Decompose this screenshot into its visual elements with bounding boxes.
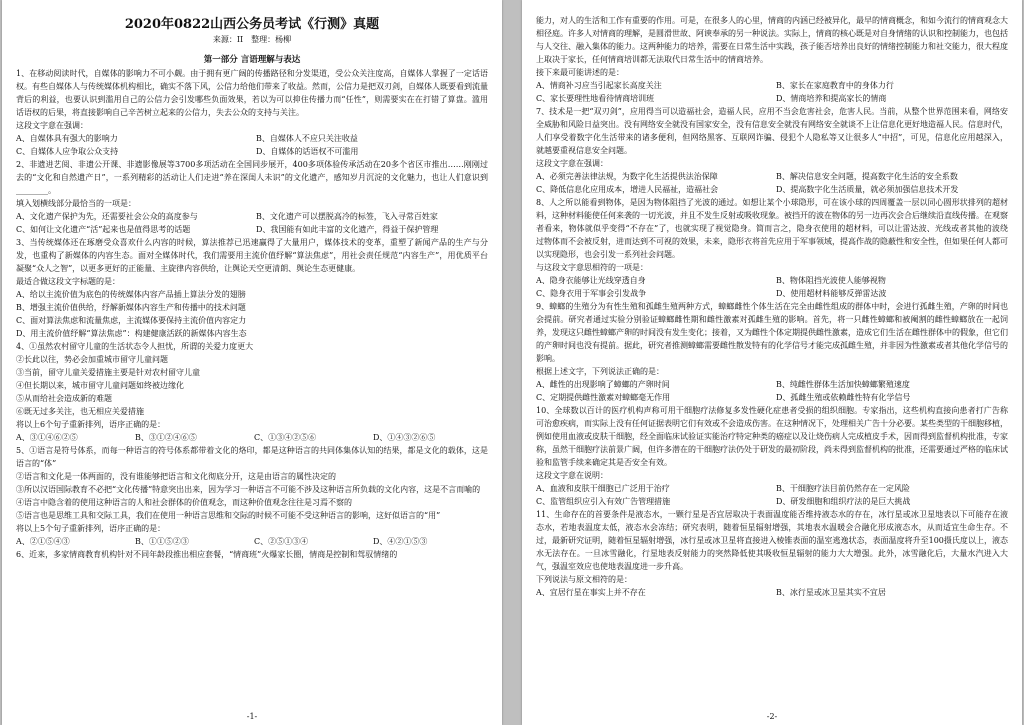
question-1-prompt: 这段文字意在强调： [16,121,88,130]
question-2-options [16,210,488,236]
option-b: B、纯雌性群体生活加快蟑螂繁殖速度 [776,380,910,389]
option-a: A、③①④⑥②⑤ [16,433,78,442]
question-9-options [536,378,1008,404]
question-4-item: ⑤从而给社会造成新的难题 [16,394,112,403]
option-a: A、隐身衣能够让光线穿透自身 [536,276,646,285]
option-c: C、如何让文化遗产“活”起来也是值得思考的话题 [16,225,191,234]
question-6-options [536,79,1008,105]
option-a: A、给以主流价值为底色的传统媒体内容产品插上算法分发的翅膀 [16,290,246,299]
option-d: D、情商培养和提高家长的情商 [776,94,887,103]
option-d: D、孤雌生殖或依赖雌性特有化学信号 [776,393,911,402]
page-number: -1- [246,712,258,721]
option-b: B、③①②④⑥⑤ [135,433,197,442]
option-c: C、自媒体人应争取公众支持 [16,147,119,156]
question-7-options [536,170,1008,196]
question-4-item: ⑥既无过多关注，也无相应关爱措施 [16,407,144,416]
option-b: B、物体阻挡光波使人能够视物 [776,276,886,285]
option-c: C、隐身衣用于军事会引发战争 [536,289,647,298]
option-c: C、定期提供雌性激素对蟑螂毫无作用 [536,393,671,402]
question-7-prompt: 这段文字意在强调： [536,159,608,168]
question-1-options [16,132,488,158]
question-5-item: 5、①语言是符号体系，而每一种语言的符号体系都带着文化的烙印，都是这种语言的共同体集体认知的结果，都是文化的载体，这是语言的“体” [16,446,488,468]
question-5-prompt: 将以上5个句子重新排列，语序正确的是： [16,524,166,533]
section-heading: 第一部分 言语理解与表达 [203,55,301,65]
option-a: A、②①⑤④③ [16,537,70,546]
question-4-item: 4、①虽然农村留守儿童的生活状态令人担忧，所谓的关爱力度更大 [16,342,254,351]
question-4-item: ②长此以往，势必会加重城市留守儿童问题 [16,355,168,364]
option-b: B、干细胞疗法目前仍然存在一定风险 [776,484,910,493]
page-1 [2,0,502,725]
question-5-options [16,535,488,548]
question-5-item: ④语言中隐含着的使用这种语言的人和社会群体的价值观念，而这种价值观念往往是习焉不察的 [16,498,352,507]
question-9-stem: 9、蟑螂的生殖分为有性生殖和孤雌生殖两种方式，蟑螂雌性个体生活在完全由雌性组成的群体中时，会进行孤雌生殖，产卵的时间也会提前。研究者通过实验分别验证蟑螂雌性期和雌性激素对孤雌生殖的影响。首先，将一只雌性蟑螂和被阉割的雌性蟑螂放在一起饲养，发现这只雌性蟑螂产卵的时间没有发生变化；接着，又为雌性个体定期提供雌性激素，造成它们生活在雌性群体中的假象，但它们的产卵时间也没有提前。据此，研究者推测蟑螂需要雌性散发特有的化学信号才能完成孤雌生殖，并非因为性激素或者其他化学信号的影响。 [536,302,1008,363]
option-a: A、情商补习应当引起家长高度关注 [536,81,662,90]
option-b: B、增强主流价值供给，纾解新媒体内容生产和传播中的技术问题 [16,303,246,312]
option-b: B、文化遗产可以摆脱高冷的标签，飞入寻常百姓家 [256,212,438,221]
question-11-prompt: 下列说法与原文相符的是： [536,575,632,584]
page-number: -2- [766,712,778,721]
question-5-item: ②语言和文化是一体两面的，没有谁能够把语言和文化彻底分开，这是由语言的属性决定的 [16,472,336,481]
question-10-stem: 10、全球数以百计的医疗机构声称可用干细胞疗法修复多发性硬化症患者受损的组织细胞。专家指出，这些机构直接向患者打广告称可治愈疾病，而实际上没有任何证据表明它们有效或不会造成伤害。在这种情况下，处理相关广告十分必要。某些类型的干细胞移植，例如使用血液或皮肤干细胞，经全面临床试验证实能治疗特定种类的癌症以及让烧伤病人完成植皮手术，因而得到监督机构批准，专家称，虽然干细胞疗法前景广阔，但许多潜在的干细胞疗法仍处于研发的最初阶段，尚未得到监督机构的批准，还需要通过严格的临床试验和监管手续来确定其是否安全有效。 [536,406,1008,467]
question-2-prompt: 填入划横线部分最恰当的一项是： [16,199,136,208]
option-d: D、用主流价值纾解“算法焦虑”：构建健康活跃的新媒体内容生态 [16,329,247,338]
question-9-prompt: 根据上述文字，下列说法正确的是： [536,367,664,376]
document-source: 来源：II 整理：杨柳 [212,35,292,44]
question-6-continued: 能力，对人的生活和工作有重要的作用。可是，在很多人的心里，情商的内涵已经被异化，最早的情商概念，和如今流行的情商观念大相径庭。许多人对情商的理解，是圆滑世故、阿谀奉承的另一种说法。实际上，情商的核心既是对自身情绪的认识和控制能力，也包括与人交往、融入集体的能力。这两种能力的培养，需要在日常生活中实践，孩子能否培养出良好的情绪控制能力和社交能力，很大程度上取决于家长，任何情商培训都无法取代日常生活中的情商培养。 [536,16,1008,64]
page-2 [522,0,1022,725]
question-8-stem: 8、人之所以能看到物体，是因为物体阻挡了光波的通过。如想让某个小球隐形，可在该小球的四周覆盖一层以同心圆形状排列的超材料，这种材料能使任何来袭的一切光波，并且不发生反射或吸收现象。被挡开的波在物体的另一边再次会合后继续沿直线传播。在观察者看来，物体就似乎变得“不存在”了，也就实现了视觉隐身。简而言之，隐身衣使用的超材料，可以让雷达波、光线或者其他的波绕过物体而不会被反射，进而达到不可视的效果，未来，隐形衣将首先应用于军事领域，提高作战的隐蔽性和安全性，但如果任何人都可以实现隐形，也会引发一系列社会问题。 [536,198,1008,259]
question-5-item: ⑤语言也是思维工具和交际工具，我们在使用一种语言思维和交际的时候不可能不受这种语言的影响，这好似语言的“用” [16,511,441,520]
document-title: 2020年0822山西公务员考试《行测》真题 [124,17,380,32]
option-d: D、我国能有如此丰富的文化遗产，得益于保护管理 [256,225,439,234]
question-11-options [536,586,1008,599]
question-1-stem: 1、在移动阅读时代，自媒体的影响力不可小觑。由于拥有更广阔的传播路径和分发渠道，受公众关注度高，自媒体人掌握了一定话语权。有些自媒体人与传统媒体机构相比，确实不落下风，公信力给他们带来了收益。然而，公信力是把双刃剑，自媒体人既要看到流量背后的利益，也要认识到滥用自己的公信力会引发哪些负面效果，若以为可以抑住传播力而“任性”，则需要实在在打错了算盘。滥用话语权的后果，将直接影响自己辛苦树立起来的公信力，失去公众的支持与关注。 [16,69,488,117]
option-c: C、②⑤①③④ [254,537,309,546]
question-4-prompt: 将以上6个句子重新排列，语序正确的是： [16,420,166,429]
option-a: A、自媒体具有强大的影响力 [16,134,118,143]
question-8-prompt: 与这段文字意思相符的一项是： [536,263,648,272]
option-c: C、①③④②⑤⑥ [254,433,317,442]
question-3-stem: 3、当传统媒体还在琢磨受众喜欢什么内容的时候，算法推荐已迅速赢得了大量用户，媒体技术的变革，重塑了新闻产品的生产与分发，也重构了新媒体的内容生态。面对全媒体时代，我们需要用主流价值纾解“算法焦虑”，用社会责任规范“内容生产”，用优质平台凝聚“众人之智”，以更多更好的正能量、主旋律内容供给，让舆论天空更清朗、舆论生态更健康。 [16,238,488,273]
option-b: B、家长在家庭教育中的身体力行 [776,81,894,90]
question-3-prompt: 最适合做这段文字标题的是： [16,277,120,286]
option-a: A、必须完善法律法规，为数字化生活提供法治保障 [536,172,718,181]
option-d: D、④②①⑤③ [373,537,428,546]
question-10-options [536,482,1008,508]
option-b: B、解决信息安全问题，提高数字化生活的安全系数 [776,172,958,181]
option-d: D、使用超材料能够反弹雷达波 [776,289,887,298]
option-d: D、①④③②⑥⑤ [373,433,436,442]
option-a: A、雌性的出现影响了蟑螂的产卵时间 [536,380,670,389]
option-c: C、面对算法焦虑和流量焦虑，主流媒体要保持主流价值内容定力 [16,316,247,325]
option-b: B、①①⑤②③ [135,537,189,546]
question-4-item: ③当前，留守儿童关爱措施主要是针对农村留守儿童 [16,368,200,377]
question-8-options [536,274,1008,300]
option-c: C、监管组织应引入有效广告管理措施 [536,497,671,506]
question-10-prompt: 这段文字意在说明： [536,471,608,480]
option-d: D、研发细胞和组织疗法的是巨大挑战 [776,497,911,506]
option-b: B、自媒体人不应只关注收益 [256,134,358,143]
option-c: C、家长要理性地看待情商培训班 [536,94,655,103]
option-a: A、宜居行星在事实上并不存在 [536,588,646,597]
option-d: D、自媒体的话语权不可滥用 [256,147,359,156]
option-a: A、文化遗产保护为先，还需要社会公众的高度参与 [16,212,198,221]
question-11-stem: 11、生命存在的首要条件是液态水，一颗行星是否宜居取决于表面温度能否维持液态水的存在，冰行星或冰卫星地表以下可能存在液态水，若地表温度太低，液态水会冻结；研究表明，随着恒星辐射增强，其地表水温暖会合融化形成液态水，从而适宜生命生存。不过，最新研究证明，随着恒星辐射增强，冰行星或冰卫星将直接进入棱锥表面的温室逃逸状态，表面温度将升至100摄氏度以上，液态水无法存在。一旦冰雪融化，行星地表反射能力的突然降低使其吸收恒星辐射的能力大大增强。此外，冰雪融化后，大量水汽进入大气，强温室效应也使地表温度进一步升高。 [536,510,1008,571]
option-d: D、提高数字化生活质量，就必须加强信息技术开发 [776,185,959,194]
option-c: C、降低信息化应用成本，增进人民福祉，造福社会 [536,185,719,194]
option-a: A、血液和皮肤干细胞已广泛用于治疗 [536,484,670,493]
question-2-stem: 2、非遗进艺阅、非遗公开课、非遗影像展等3700多项活动在全国同步展开，400多项体验传承活动在20多个省区市推出……刚刚过去的“文化和自然遗产日”，一系列精彩的活动让人们走进“养在深闺人未识”的文化遗产，感知岁月沉淀的文化魅力，也让人们意识到________。 [16,160,488,195]
question-5-item: ③所以汉语国际教育不必把“文化传播”特意突出出来，因为学习一种语言不可能不涉及这种语言所负载的文化内容，这是不言而喻的 [16,485,481,494]
question-6-stem: 6、近来，多家情商教育机构针对不同年龄段推出相应套餐，“情商班”火爆家长圈，情商是控制和驾驭情绪的 [16,550,398,559]
question-7-stem: 7、技术是一把“双刃剑”，应用得当可以造福社会，造福人民，应用不当会危害社会，危害人民。当前，从整个世界范围来看，网络安全威胁和风险日益突出。没有网络安全就没有国家安全，没有信息安全就没有网络安全就谈不上让信息化更好地造福人民。信息时代，人们享受着数字化生活带来的诸多便利，但网络黑客、互联网诈骗、侵犯个人隐私等又让很多人“中招”，可见，信息化应用越深入，就越要重视信息安全问题。 [536,107,1008,155]
question-6-prompt: 接下来最可能讲述的是： [536,68,624,77]
question-4-options [16,431,488,444]
question-4-item: ④但长期以来，城市留守儿童问题如终被边缘化 [16,381,184,390]
option-b: B、冰行星或冰卫星其实不宜居 [776,588,886,597]
